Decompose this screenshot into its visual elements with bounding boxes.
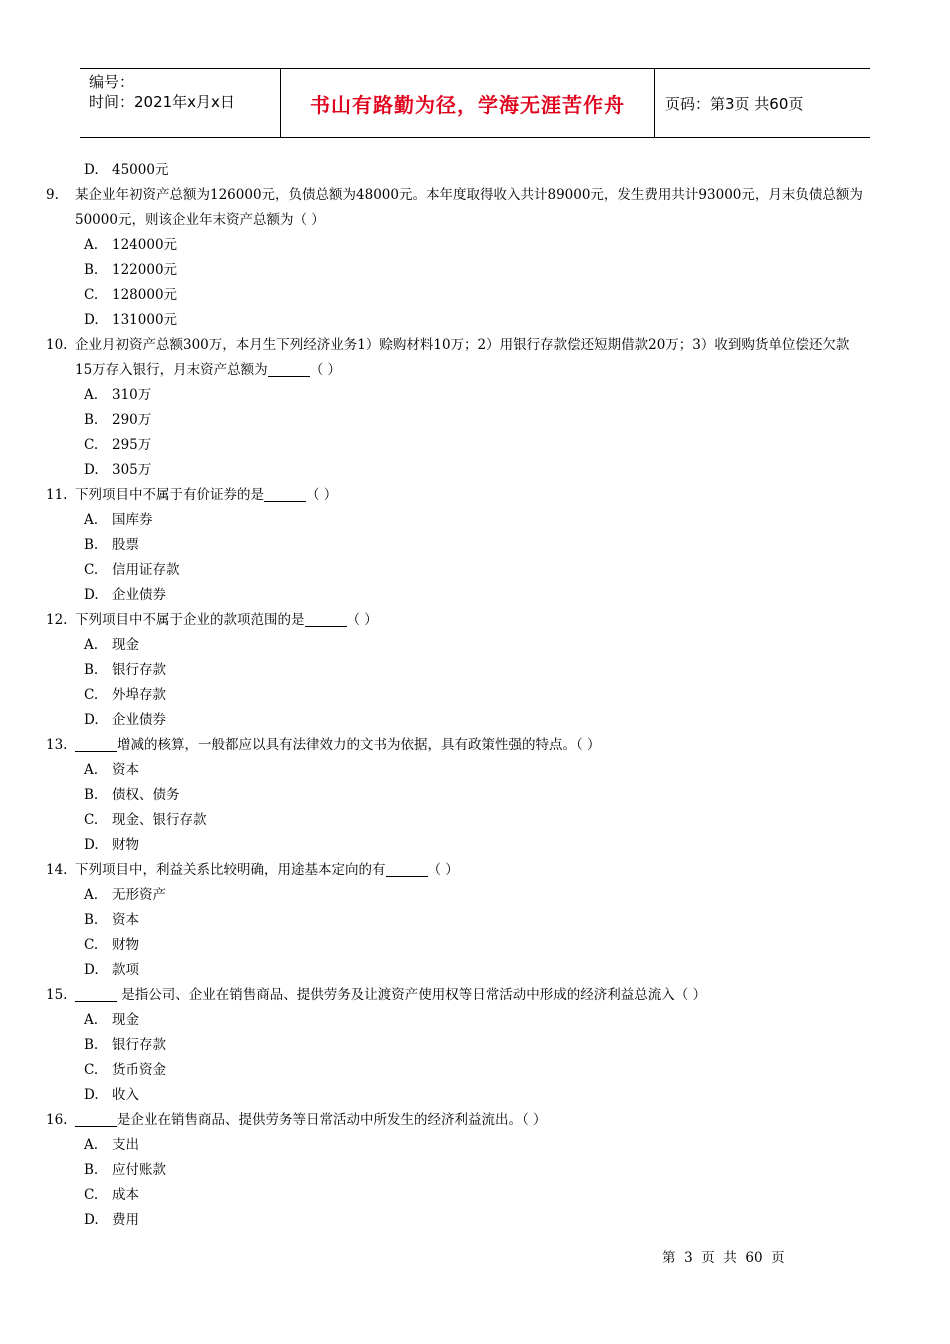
- question-text-part: 是企业在销售商品、提供劳务等日常活动中所发生的经济利益流出。（ ）: [117, 1112, 547, 1128]
- option-text: 支出: [112, 1137, 139, 1153]
- option-text: 股票: [112, 537, 139, 553]
- question-text-part: 下列项目中，利益关系比较明确，用途基本定向的有: [75, 862, 386, 878]
- option-row: [0, 533, 950, 558]
- option-letter: C.: [84, 812, 99, 828]
- option-letter: D.: [84, 587, 99, 603]
- question-number: 13.: [46, 737, 68, 753]
- option-row: [0, 1208, 950, 1233]
- question-number: 16.: [46, 1112, 68, 1128]
- question-list: [0, 158, 950, 1233]
- option-text: 124000元: [112, 237, 178, 253]
- question-text: 某企业年初资产总额为126000元，负债总额为48000元。本年度取得收入共计89000元，发生费用共计93000元，月末负债总额为: [75, 187, 863, 203]
- question-10: [0, 333, 950, 358]
- option-text: 企业债券: [112, 712, 166, 728]
- question-text-part: 增减的核算，一般都应以具有法律效力的文书为依据，具有政策性强的特点。（ ）: [117, 737, 601, 753]
- question-11: [0, 483, 950, 508]
- option-text: 122000元: [112, 262, 178, 278]
- option-letter: C.: [84, 687, 99, 703]
- option-letter: C.: [84, 287, 99, 303]
- option-text: 现金: [112, 637, 139, 653]
- option-text: 128000元: [112, 287, 178, 303]
- header-page-info: 页码：第3页 共60页: [665, 94, 804, 113]
- option-text: 信用证存款: [112, 562, 180, 578]
- option-row: [0, 233, 950, 258]
- option-row: [0, 708, 950, 733]
- option-row: [0, 458, 950, 483]
- option-row: [0, 933, 950, 958]
- question-text-part: 下列项目中不属于有价证券的是: [75, 487, 264, 503]
- question-text: [75, 483, 337, 508]
- option-letter: A.: [84, 887, 99, 903]
- option-text: 财物: [112, 837, 139, 853]
- question-9-continuation: [0, 208, 950, 233]
- option-letter: B.: [84, 262, 99, 278]
- option-text: 国库券: [112, 512, 153, 528]
- option-text: 企业债券: [112, 587, 166, 603]
- option-row: [0, 433, 950, 458]
- answer-parentheses: （ ）: [306, 487, 338, 503]
- option-row: [0, 633, 950, 658]
- question-text-part: 15万存入银行，月末资产总额为: [75, 362, 268, 378]
- option-letter: D.: [84, 462, 99, 478]
- option-letter: B.: [84, 1162, 99, 1178]
- option-text: 资本: [112, 912, 139, 928]
- option-text: 货币资金: [112, 1062, 166, 1078]
- option-row: [0, 158, 950, 183]
- option-text: 现金、银行存款: [112, 812, 207, 828]
- answer-blank: [75, 735, 117, 752]
- option-letter: A.: [84, 762, 99, 778]
- option-row: [0, 1008, 950, 1033]
- question-13: [0, 733, 950, 758]
- option-row: [0, 1158, 950, 1183]
- option-row: [0, 283, 950, 308]
- question-9: [0, 183, 950, 208]
- option-row: [0, 508, 950, 533]
- question-text: [75, 608, 378, 633]
- question-text: [75, 1108, 547, 1133]
- question-16: [0, 1108, 950, 1133]
- option-letter: A.: [84, 237, 99, 253]
- answer-blank: [268, 360, 310, 377]
- option-text: 131000元: [112, 312, 178, 328]
- option-row: [0, 683, 950, 708]
- option-row: [0, 308, 950, 333]
- option-text: 应付账款: [112, 1162, 166, 1178]
- question-text: [75, 358, 341, 383]
- option-letter: B.: [84, 1037, 99, 1053]
- header-meta: [80, 69, 281, 137]
- option-row: [0, 958, 950, 983]
- option-text: 费用: [112, 1212, 139, 1228]
- option-text: 银行存款: [112, 1037, 166, 1053]
- option-text: 290万: [112, 412, 152, 428]
- document-number-label: 编号：: [89, 73, 135, 91]
- option-letter: A.: [84, 1012, 99, 1028]
- option-letter: D.: [84, 837, 99, 853]
- option-text: 财物: [112, 937, 139, 953]
- option-text: 305万: [112, 462, 152, 478]
- option-text: 45000元: [112, 162, 169, 178]
- question-text-part: 是指公司、企业在销售商品、提供劳务及让渡资产使用权等日常活动中形成的经济利益总流入（ ）: [117, 987, 707, 1003]
- option-text: 收入: [112, 1087, 139, 1103]
- option-row: [0, 658, 950, 683]
- question-text: [75, 733, 601, 758]
- option-letter: D.: [84, 162, 99, 178]
- option-letter: D.: [84, 962, 99, 978]
- question-text: [75, 983, 706, 1008]
- header-motto: 书山有路勤为径，学海无涯苦作舟: [310, 92, 625, 117]
- option-row: [0, 258, 950, 283]
- option-text: 债权、债务: [112, 787, 180, 803]
- option-letter: C.: [84, 1187, 99, 1203]
- option-row: [0, 833, 950, 858]
- page-header: [80, 68, 870, 138]
- option-text: 无形资产: [112, 887, 166, 903]
- option-row: [0, 1058, 950, 1083]
- question-15: [0, 983, 950, 1008]
- answer-blank: [264, 485, 306, 502]
- option-letter: D.: [84, 312, 99, 328]
- page-footer: 第 3 页 共 60 页: [662, 1250, 785, 1266]
- question-text: 企业月初资产总额300万，本月生下列经济业务1）赊购材料10万；2）用银行存款偿还短期借款20万；3）收到购货单位偿还欠款: [75, 337, 850, 353]
- option-text: 银行存款: [112, 662, 166, 678]
- question-number: 9.: [46, 187, 59, 203]
- option-row: [0, 1183, 950, 1208]
- option-row: [0, 783, 950, 808]
- option-letter: D.: [84, 1087, 99, 1103]
- option-letter: D.: [84, 1212, 99, 1228]
- answer-parentheses: （ ）: [346, 612, 378, 628]
- option-text: 成本: [112, 1187, 139, 1203]
- option-letter: B.: [84, 412, 99, 428]
- option-letter: A.: [84, 512, 99, 528]
- option-letter: B.: [84, 662, 99, 678]
- option-text: 295万: [112, 437, 152, 453]
- question-number: 10.: [46, 337, 68, 353]
- answer-blank: [305, 610, 347, 627]
- option-text: 款项: [112, 962, 139, 978]
- question-number: 14.: [46, 862, 68, 878]
- answer-parentheses: （ ）: [427, 862, 459, 878]
- option-letter: C.: [84, 562, 99, 578]
- answer-parentheses: （ ）: [309, 362, 341, 378]
- option-row: [0, 1083, 950, 1108]
- option-letter: B.: [84, 787, 99, 803]
- option-row: [0, 758, 950, 783]
- option-row: [0, 883, 950, 908]
- option-letter: C.: [84, 937, 99, 953]
- option-row: [0, 408, 950, 433]
- option-text: 现金: [112, 1012, 139, 1028]
- document-time-label: 时间：2021年x月x日: [89, 93, 235, 111]
- option-row: [0, 1133, 950, 1158]
- answer-blank: [75, 1110, 117, 1127]
- question-10-continuation: [0, 358, 950, 383]
- option-text: 资本: [112, 762, 139, 778]
- question-number: 15.: [46, 987, 68, 1003]
- option-letter: C.: [84, 437, 99, 453]
- question-text: [75, 858, 459, 883]
- question-14: [0, 858, 950, 883]
- option-text: 外埠存款: [112, 687, 166, 703]
- header-motto-cell: [281, 69, 655, 137]
- option-row: [0, 908, 950, 933]
- answer-blank: [386, 860, 428, 877]
- question-text: 50000元，则该企业年末资产总额为（ ）: [75, 212, 325, 228]
- question-text-part: 下列项目中不属于企业的款项范围的是: [75, 612, 305, 628]
- option-letter: A.: [84, 637, 99, 653]
- option-row: [0, 583, 950, 608]
- option-row: [0, 808, 950, 833]
- answer-blank: [75, 985, 117, 1002]
- option-letter: B.: [84, 537, 99, 553]
- question-number: 12.: [46, 612, 68, 628]
- option-text: 310万: [112, 387, 152, 403]
- option-letter: C.: [84, 1062, 99, 1078]
- option-row: [0, 1033, 950, 1058]
- question-number: 11.: [46, 487, 68, 503]
- option-letter: A.: [84, 387, 99, 403]
- option-letter: B.: [84, 912, 99, 928]
- option-letter: A.: [84, 1137, 99, 1153]
- option-row: [0, 383, 950, 408]
- option-letter: D.: [84, 712, 99, 728]
- question-12: [0, 608, 950, 633]
- option-row: [0, 558, 950, 583]
